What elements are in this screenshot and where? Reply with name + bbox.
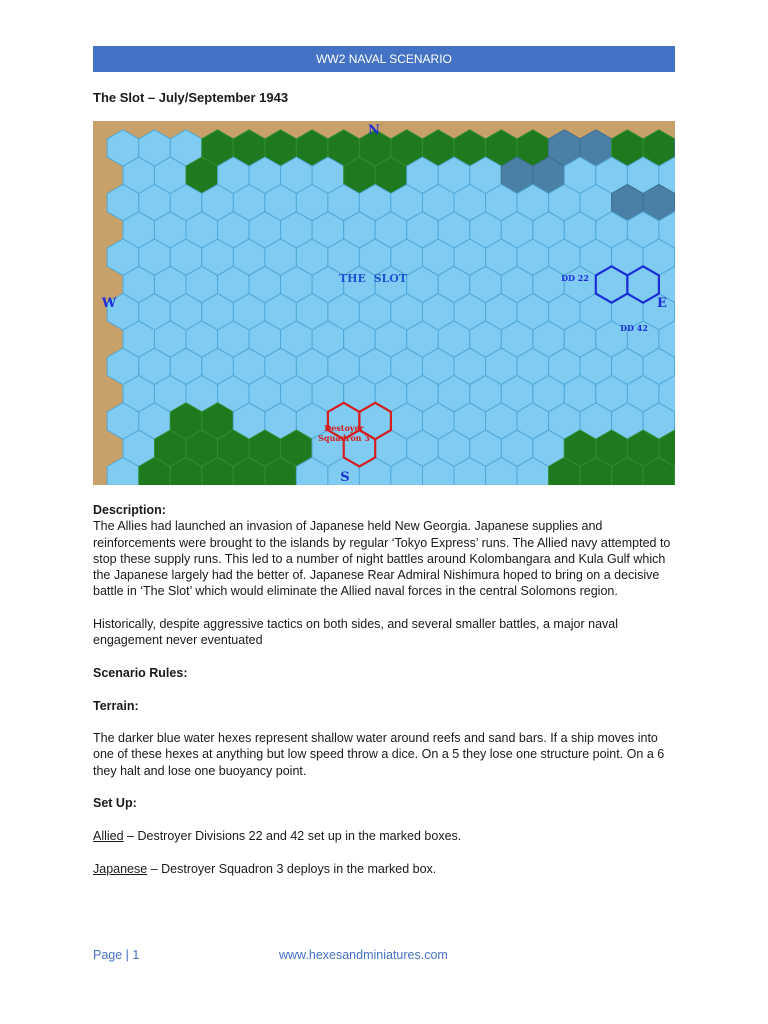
compass-east: E (657, 296, 667, 311)
unit-squadron-label-line1: Destoyer (324, 423, 364, 433)
japanese-setup-text: – Destroyer Squadron 3 deploys in the marked box. (147, 861, 437, 876)
hex-grid (107, 130, 675, 485)
description-paragraph: The Allies had launched an invasion of Japanese held New Georgia. Japanese supplies and reinforcements were brought to the islands by regular ‘Tokyo Express’ runs. The Allied navy attempted to stop these supply runs. This led to a number of night battles around Kolombangara and Kula Gulf which the Japanese largely had the better of. Japanese Rear Admiral Nishimura hoped to bring on a decisive battle in ‘The Slot’ which would eliminate the Allied naval forces in the central Solomons region. (93, 519, 671, 599)
footer-website-link[interactable]: www.hexesandminiatures.com (279, 948, 448, 962)
hex-map (93, 121, 675, 485)
unit-squadron-label-line2: Squadron 3 (318, 433, 370, 443)
allied-setup (93, 828, 675, 844)
terrain-heading: Terrain: (93, 698, 139, 713)
scenario-body (93, 502, 675, 877)
allied-setup-text: – Destroyer Divisions 22 and 42 set up in the marked boxes. (123, 828, 462, 843)
setup-heading: Set Up: (93, 796, 137, 811)
japanese-label: Japanese (93, 861, 148, 876)
allied-label: Allied (93, 828, 124, 843)
compass-west: W (101, 296, 117, 311)
japanese-setup (93, 861, 675, 877)
compass-north: N (368, 123, 380, 138)
unit-dd22-label: DD 22 (561, 273, 589, 283)
header-banner: WW2 NAVAL SCENARIO (93, 46, 675, 72)
hex-map-svg (93, 121, 675, 485)
terrain-paragraph: The darker blue water hexes represent shallow water around reefs and sand bars. If a ship moves into one of these hexes at anything but low speed throw a dice. On a 5 they lose one structure point. On a 6 they halt and lose one buoyancy point. (93, 731, 665, 778)
history-paragraph: Historically, despite aggressive tactics on both sides, and several smaller battles, a major naval engagement never eventuated (93, 617, 619, 648)
description-heading: Description: (93, 503, 166, 517)
rules-heading: Scenario Rules: (93, 665, 188, 680)
compass-south: S (340, 470, 350, 485)
footer-page-number: Page | 1 (93, 948, 140, 962)
unit-dd42-label: DD 42 (620, 323, 648, 333)
scenario-title: The Slot – July/September 1943 (93, 90, 289, 105)
region-label: THE SLOT (338, 272, 408, 285)
